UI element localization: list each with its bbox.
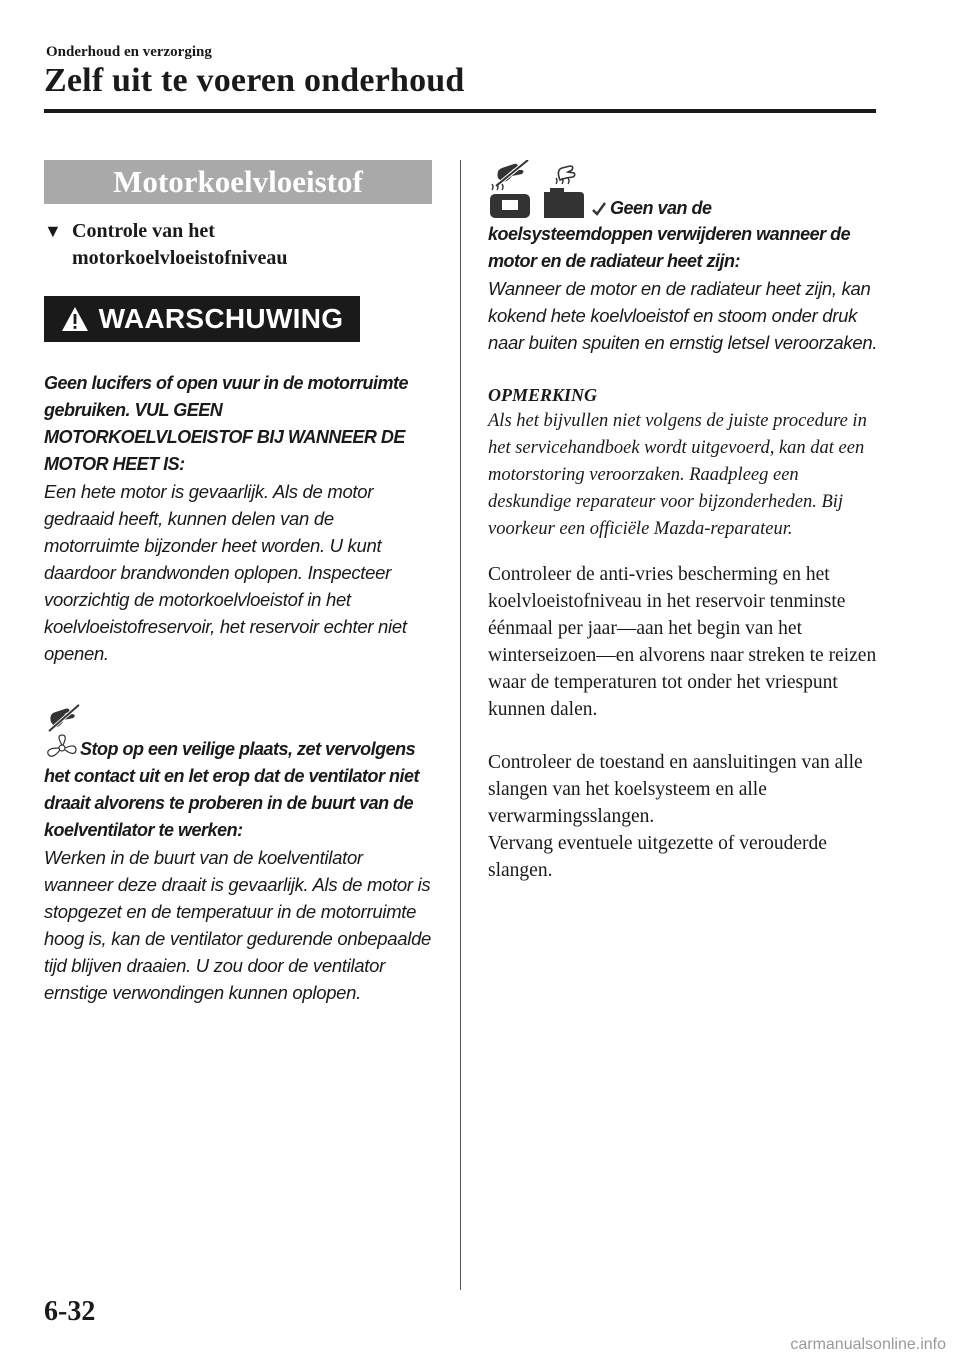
paragraph-hoses-line2: Vervang eventuele uitgezette of verouderde slangen.	[488, 833, 827, 881]
warning3-heading	[488, 221, 883, 275]
watermark: carmanualsonline.info	[790, 1336, 946, 1353]
warning2-body: Werken in de buurt van de koelventilator wanneer deze draait is gevaarlijk. Als de motor is stopgezet en de temperatuur in de motorruimte hoog is, kan de ventilator gedurende onbepaalde tijd blijven draaien. U zou door de ventilator ernstige verwondingen kunnen oplopen.	[44, 847, 432, 1003]
warning-triangle-icon	[61, 306, 89, 332]
coolant-reservoir-icon	[540, 160, 592, 222]
subheading	[44, 218, 434, 272]
warning3-icons	[488, 160, 883, 222]
fan-icon	[44, 733, 80, 763]
warning2	[44, 703, 434, 1006]
warning1-body: Een hete motor is gevaarlijk. Als de motor gedraaid heeft, kunnen delen van de motorruimte bijzonder heet worden. U kunt daardoor brandwonden oplopen. Inspecteer voorzichtig de motorkoelvloeistof in het koelvloeistofreservoir, het reservoir echter niet openen.	[44, 481, 407, 664]
paragraph-hoses-line1: Controleer de toestand en aansluitingen van alle slangen van het koelsysteem en alle verwarmingsslangen.	[488, 752, 863, 827]
no-hand-icon	[44, 703, 84, 733]
note-label: OPMERKING	[488, 385, 598, 405]
left-column	[44, 160, 434, 1006]
subhead-marker: ▼	[44, 221, 62, 241]
warning-label: WAARSCHUWING	[98, 303, 344, 334]
page-title: Zelf uit te voeren onderhoud	[44, 62, 465, 99]
warning1-heading: Geen lucifers of open vuur in de motorruimte gebruiken. VUL GEEN MOTORKOELVLOEISTOF BIJ WANNEER DE MOTOR HEET IS:	[44, 373, 409, 474]
title-rule	[44, 109, 876, 113]
column-divider	[460, 160, 461, 1290]
warning3-body: Wanneer de motor en de radiateur heet zijn, kan kokend hete koelvloeistof en stoom onder druk naar buiten spuiten en ernstig letsel veroorzaken.	[488, 278, 878, 353]
right-column	[488, 160, 883, 884]
paragraph-antifreeze: Controleer de anti-vries bescherming en het koelvloeistofniveau in het reservoir tenminste éénmaal per jaar—aan het begin van het winterseizoen—en alvorens naar streken te reizen waar de temperaturen tot onder het vriespunt kunnen dalen.	[488, 564, 877, 720]
check-icon	[592, 202, 606, 216]
section-title: Motorkoelvloeistof	[44, 160, 432, 204]
no-hand-hot-icon	[488, 160, 532, 222]
page-number: 6-32	[44, 1296, 96, 1327]
warning3-heading-start: Geen van de	[610, 198, 712, 218]
warning3-heading-rest: koelsysteemdoppen verwijderen wanneer de motor en de radiateur heet zijn:	[488, 224, 851, 271]
note-body: Als het bijvullen niet volgens de juiste procedure in het servicehandboek wordt uitgevoerd, kan dat een motorstoring veroorzaken. Raadpleeg een deskundige reparateur voor bijzonderheden. Bij voorkeur een officiële Mazda-reparateur.	[488, 411, 867, 539]
warning2-heading: Stop op een veilige plaats, zet vervolgens het contact uit en let erop dat de ventilator niet draait alvorens te proberen in de buurt van de koelventilator te werken:	[44, 739, 420, 840]
running-head: Onderhoud en verzorging	[46, 44, 212, 60]
paragraph-hoses	[488, 749, 883, 884]
subhead-text: Controle van het motorkoelvloeistofniveau	[72, 220, 288, 269]
warning-badge	[44, 296, 360, 342]
